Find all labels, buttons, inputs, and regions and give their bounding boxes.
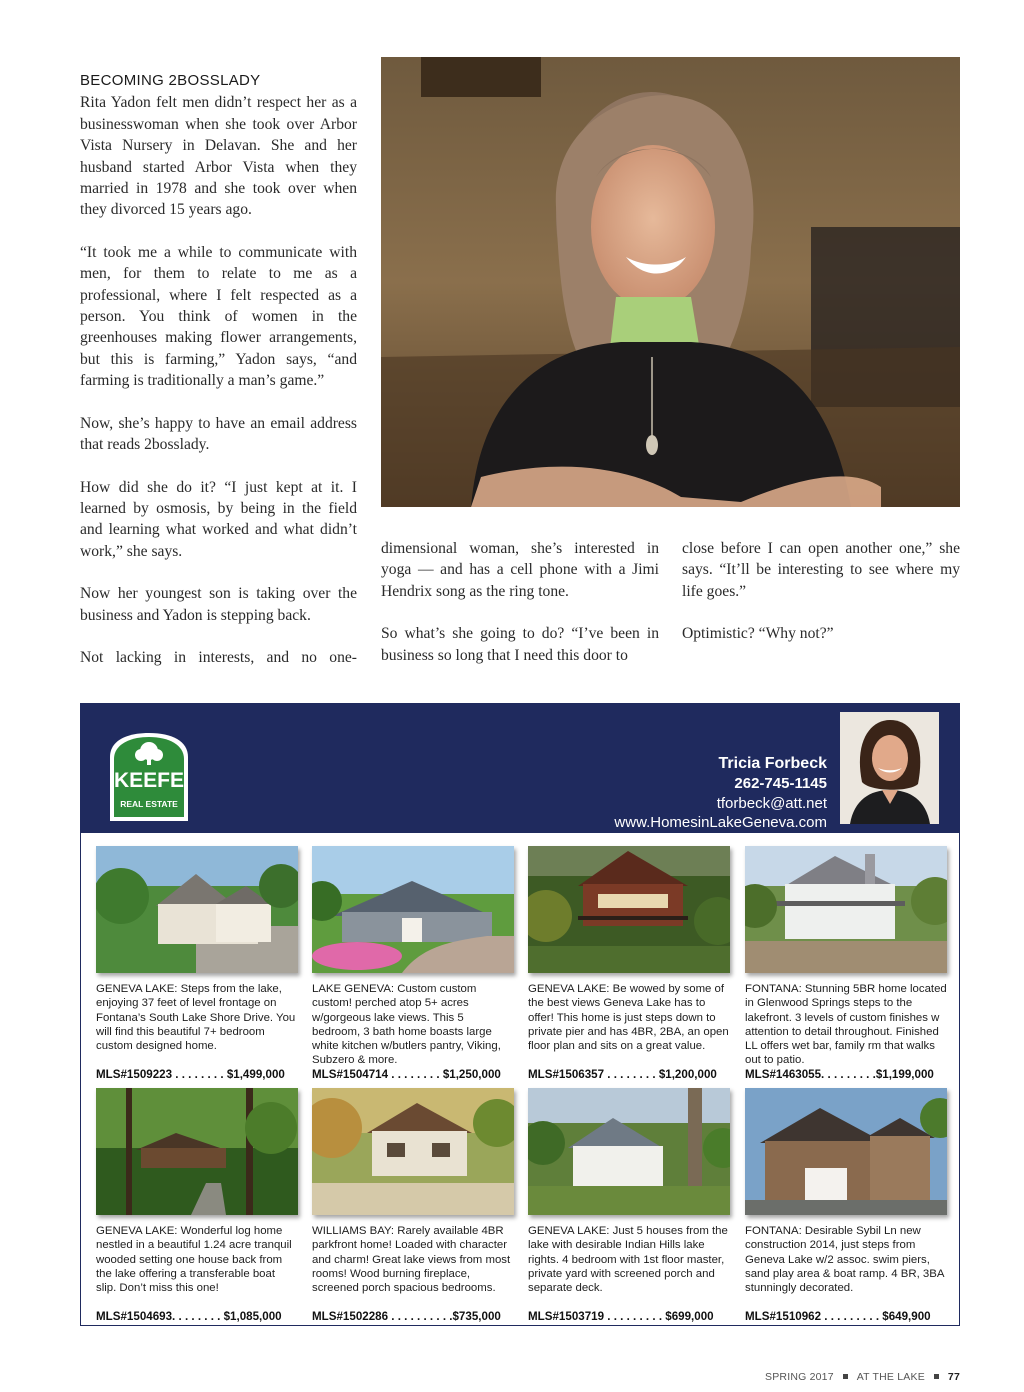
listing-mls-price: MLS#1504693. . . . . . . . $1,085,000 [96,1310,282,1323]
article-column-3 [682,538,960,666]
listing-photo [745,846,947,973]
agent-email[interactable]: tforbeck@att.net [716,795,827,812]
listing-photo [312,1088,514,1215]
listing-mls-price: MLS#1506357 . . . . . . . . $1,200,000 [528,1068,717,1081]
listing-photo [528,1088,730,1215]
listing-description: WILLIAMS BAY: Rarely available 4BR parkfront home! Loaded with character and charm! Great lake views from most rooms! Wood burning fireplace, screened porch spacious bedrooms. [312,1225,511,1295]
agent-phone[interactable]: 262-745-1145 [734,775,827,792]
listing-description: GENEVA LAKE: Just 5 houses from the lake with desirable Indian Hills lake rights. 4 bedroom with 1st floor master, private yard with screened porch and separate deck. [528,1225,728,1295]
article-paragraph: Optimistic? “Why not?” [682,625,834,643]
article-paragraph: Rita Yadon felt men didn’t respect her as a businesswoman when she took over Arbor Vista Nursery in Delavan. She and her husband started Arbor Vista when they married in 1978 and she took over when they divorced 15 years ago. [80,94,357,219]
listing-card[interactable] [528,846,730,1081]
listing-card[interactable] [96,1088,298,1323]
listing-card[interactable] [312,1088,514,1323]
agent-photo [840,712,939,824]
article-paragraph: Now, she’s happy to have an email address that reads 2bosslady. [80,414,357,454]
listing-mls-price: MLS#1463055. . . . . . . . .$1,199,000 [745,1068,934,1081]
listing-card[interactable] [312,846,514,1081]
listing-card[interactable] [745,1088,947,1323]
article-paragraph: How did she do it? “I just kept at it. I learned by osmosis, by being in the field and learning what worked and what didn’t work,” she says. [80,478,357,560]
article-paragraph: Not lacking in interests, and no one- [80,648,357,666]
listing-mls-price: MLS#1509223 . . . . . . . . $1,499,000 [96,1068,285,1081]
listing-photo [312,846,514,973]
listing-photo [528,846,730,973]
portrait-photo [381,57,960,507]
listing-description: FONTANA: Desirable Sybil Ln new construction 2014, just steps from Geneva Lake w/2 assoc. swim piers, sand play area & boat ramp. 4 BR, 3BA stunningly decorated. [745,1225,944,1295]
listing-mls-price: MLS#1503719 . . . . . . . . . $699,000 [528,1310,714,1323]
article-paragraph: Now her youngest son is taking over the business and Yadon is stepping back. [80,585,357,624]
article-column-1 [80,70,357,689]
agent-website[interactable]: www.HomesinLakeGeneva.com [614,814,827,831]
footer-magazine: AT THE LAKE [856,1371,925,1383]
keefe-logo [104,731,194,823]
article-paragraph: So what’s she going to do? “I’ve been in business so long that I need this door to [381,625,659,664]
article-paragraph: dimensional woman, she’s interested in yoga — and has a cell phone with a Jimi Hendrix song as the ring tone. [381,540,659,600]
listing-photo [745,1088,947,1215]
listing-photo [96,1088,298,1215]
agent-name: Tricia Forbeck [718,755,827,772]
listing-mls-price: MLS#1510962 . . . . . . . . . $649,900 [745,1310,931,1323]
article-paragraph: close before I can open another one,” she says. “It’ll be interesting to see where my life goes.” [682,540,960,600]
logo-title: KEEFE [113,769,185,792]
page-footer [765,1371,960,1383]
ad-header [81,704,959,833]
footer-issue: SPRING 2017 [765,1371,834,1383]
square-bullet-icon [934,1374,939,1379]
logo-subtitle: REAL ESTATE [120,799,178,809]
listing-description: FONTANA: Stunning 5BR home located in Glenwood Springs steps to the lakefront. 3 levels of custom finishes w attention to detail throughout. Finished LL offers wet bar, family rm that walks out to patio. [745,983,947,1067]
article-paragraph: “It took me a while to communicate with men, for them to relate to me as a professional, where I felt respected as a person. You think of women in the greenhouses making flower arrangements, but this is farming,” Yadon says, “and farming is traditionally a man’s game.” [80,243,357,390]
listing-card[interactable] [96,846,298,1081]
listing-photo [96,846,298,973]
square-bullet-icon [843,1374,848,1379]
listing-description: GENEVA LAKE: Be wowed by some of the best views Geneva Lake has to offer! This home is just steps down to private pier and has 4BR, 2BA, an open floor plan and sits on a great value. [528,983,729,1053]
real-estate-ad [80,703,960,1326]
listing-mls-price: MLS#1504714 . . . . . . . . $1,250,000 [312,1068,501,1081]
page-number: 77 [947,1371,960,1383]
listing-card[interactable] [528,1088,730,1323]
listing-description: GENEVA LAKE: Steps from the lake, enjoying 37 feet of level frontage on Fontana’s South Lake Shore Drive. You will find this beautiful 7+ bedroom custom designed home. [96,983,296,1053]
listing-description: LAKE GENEVA: Custom custom custom! perched atop 5+ acres w/gorgeous lake views. This 5 bedroom, 3 bath home boasts large white kitchen w/butlers pantry, Viking, Subzero & more. [312,983,501,1067]
article-column-2 [381,538,659,687]
listing-mls-price: MLS#1502286 . . . . . . . . . .$735,000 [312,1310,501,1323]
article-heading: BECOMING 2BOSSLADY [80,72,261,89]
listing-description: GENEVA LAKE: Wonderful log home nestled in a beautiful 1.24 acre tranquil wooded setting one house back from the lake offering a transferable boat slip. Don’t miss this one! [96,1225,292,1295]
listing-card[interactable] [745,846,947,1081]
agent-contact [614,754,827,832]
